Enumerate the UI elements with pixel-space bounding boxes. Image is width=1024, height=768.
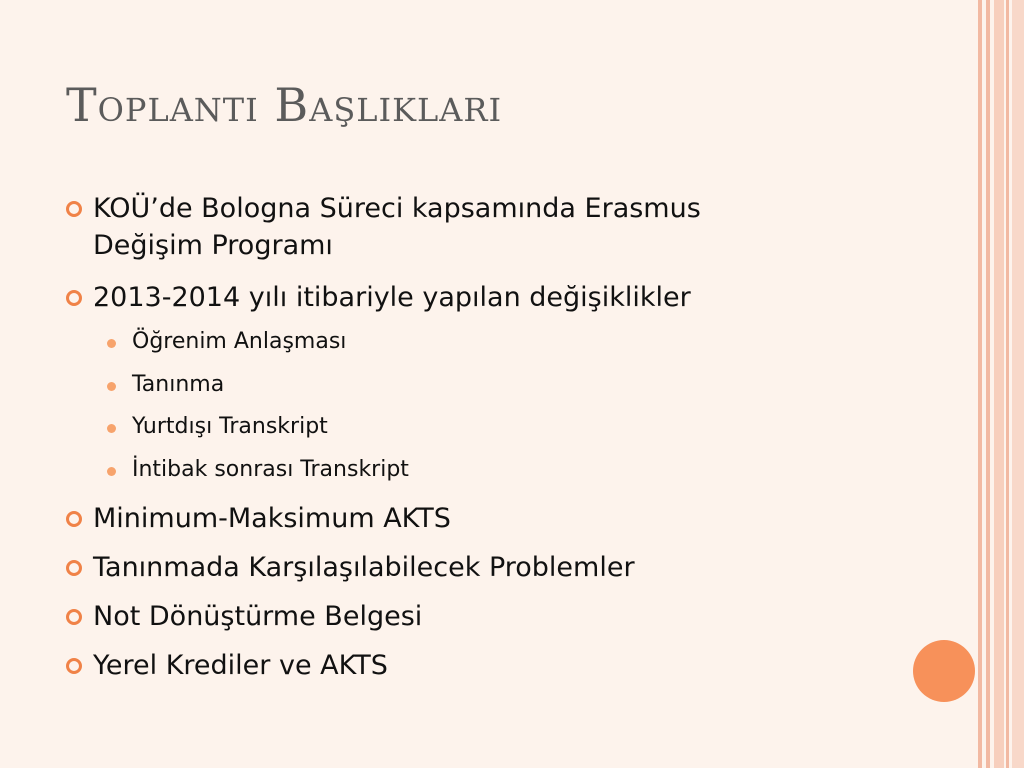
decorative-circle <box>913 640 975 702</box>
dot-bullet-icon <box>107 339 116 348</box>
ring-bullet-icon <box>66 560 82 576</box>
ring-bullet-icon <box>66 201 82 217</box>
ring-bullet-icon <box>66 658 82 674</box>
decorative-stripe <box>986 0 990 768</box>
list-item-text: Yurtdışı Transkript <box>132 414 328 439</box>
dot-bullet-icon <box>107 467 116 476</box>
ring-bullet-icon <box>66 511 82 527</box>
list-item-text: Öğrenim Anlaşması <box>132 329 347 354</box>
slide-title: Toplantı Başlıkları <box>66 78 503 132</box>
list-item-text: İntibak sonrası Transkript <box>132 457 409 482</box>
decorative-stripe <box>1012 0 1024 768</box>
list-item-text: Not Dönüştürme Belgesi <box>93 601 423 632</box>
decorative-stripe <box>978 0 982 768</box>
list-item-text: Minimum-Maksimum AKTS <box>93 503 451 534</box>
dot-bullet-icon <box>107 382 116 391</box>
ring-bullet-icon <box>66 609 82 625</box>
list-item-text: 2013-2014 yılı itibariyle yapılan değişiklikler <box>93 282 691 313</box>
list-item-text: Tanınmada Karşılaşılabilecek Problemler <box>93 552 635 583</box>
list-item-text: Yerel Krediler ve AKTS <box>93 650 388 681</box>
list-item-text: KOÜ’de Bologna Süreci kapsamında Erasmus Değişim Programı <box>93 193 701 261</box>
list-item-text: Tanınma <box>132 372 225 397</box>
ring-bullet-icon <box>66 290 82 306</box>
decorative-stripe <box>1006 0 1009 768</box>
dot-bullet-icon <box>107 424 116 433</box>
decorative-stripe <box>994 0 1004 768</box>
